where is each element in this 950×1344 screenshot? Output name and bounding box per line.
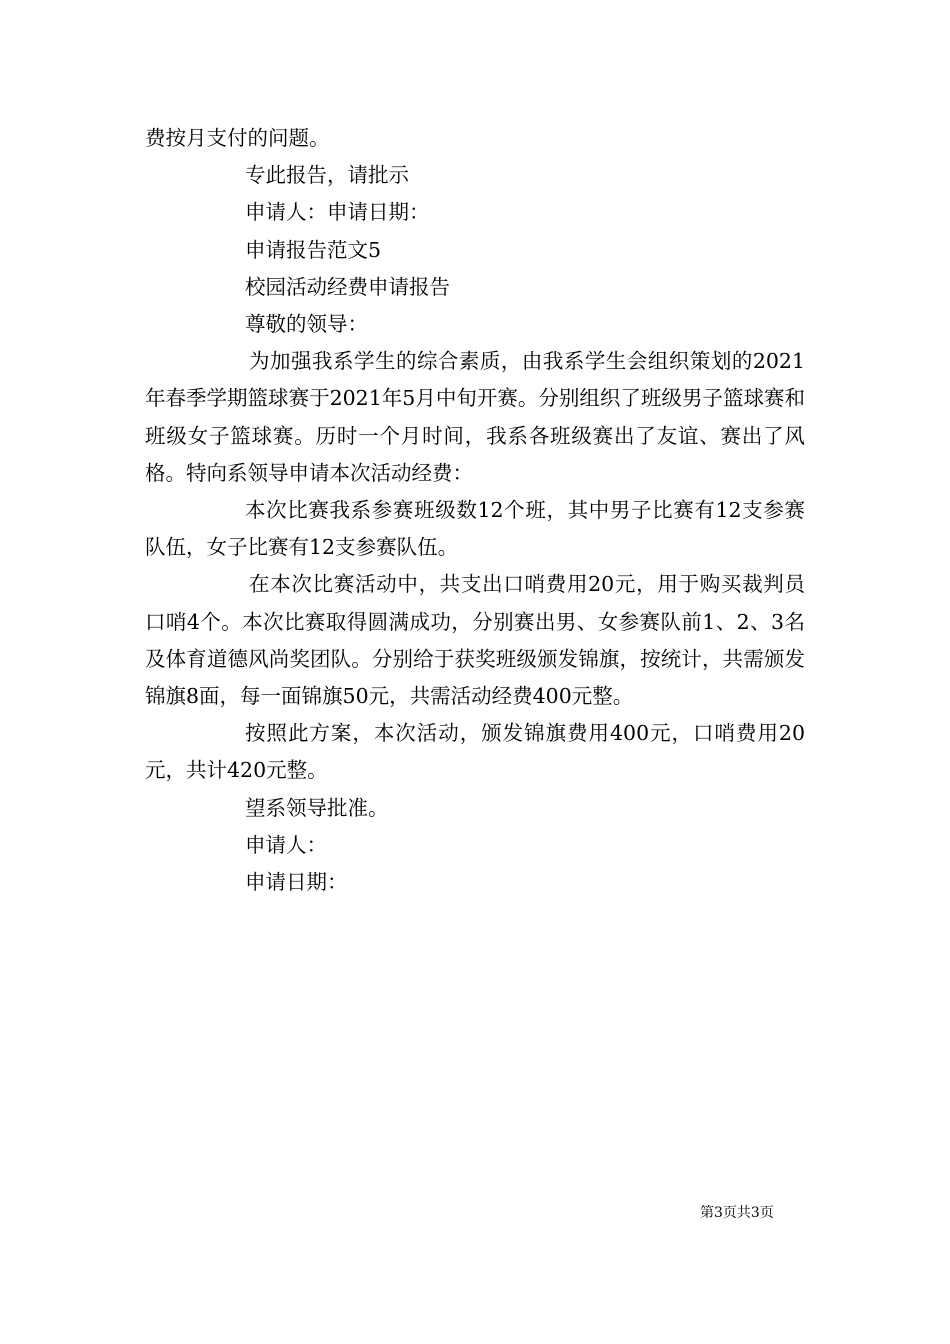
paragraph-approval-request: 望系领导批准。	[245, 795, 389, 820]
paragraph-sample-heading: 申请报告范文5	[245, 237, 382, 262]
paragraph-applicant: 申请人：	[245, 832, 327, 857]
paragraph-application-date: 申请日期：	[245, 870, 348, 895]
document-body	[145, 120, 805, 901]
paragraph-continuation: 费按月支付的问题。	[145, 126, 330, 150]
paragraph-salutation: 尊敬的领导：	[245, 312, 368, 337]
page-number: 第3页共3页	[700, 1205, 774, 1221]
paragraph-expenses: 在本次比赛活动中，共支出口哨费用20元，用于购买裁判员口哨4个。本次比赛取得圆满成功，分别赛出男、女参赛队前1、2、3名及体育道德风尚奖团队。分别给于获奖班级颁发锦旗，按统计，共需颁发锦旗8面，每一面锦旗50元，共需活动经费400元整。	[145, 572, 805, 709]
paragraph-closing-request: 专此报告，请批示	[245, 163, 409, 188]
paragraph-teams: 本次比赛我系参赛班级数12个班，其中男子比赛有12支参赛队伍，女子比赛有12支参赛队伍。	[145, 498, 805, 560]
paragraph-total: 按照此方案，本次活动，颁发锦旗费用400元，口哨费用20元，共计420元整。	[145, 721, 805, 783]
paragraph-applicant-date: 申请人：申请日期：	[245, 200, 430, 225]
paragraph-background: 为加强我系学生的综合素质，由我系学生会组织策划的2021年春季学期篮球赛于2021年5月中旬开赛。分别组织了班级男子篮球赛和班级女子篮球赛。历时一个月时间，我系各班级赛出了友谊、赛出了风格。特向系领导申请本次活动经费：	[145, 349, 805, 485]
paragraph-report-title: 校园活动经费申请报告	[245, 274, 450, 299]
